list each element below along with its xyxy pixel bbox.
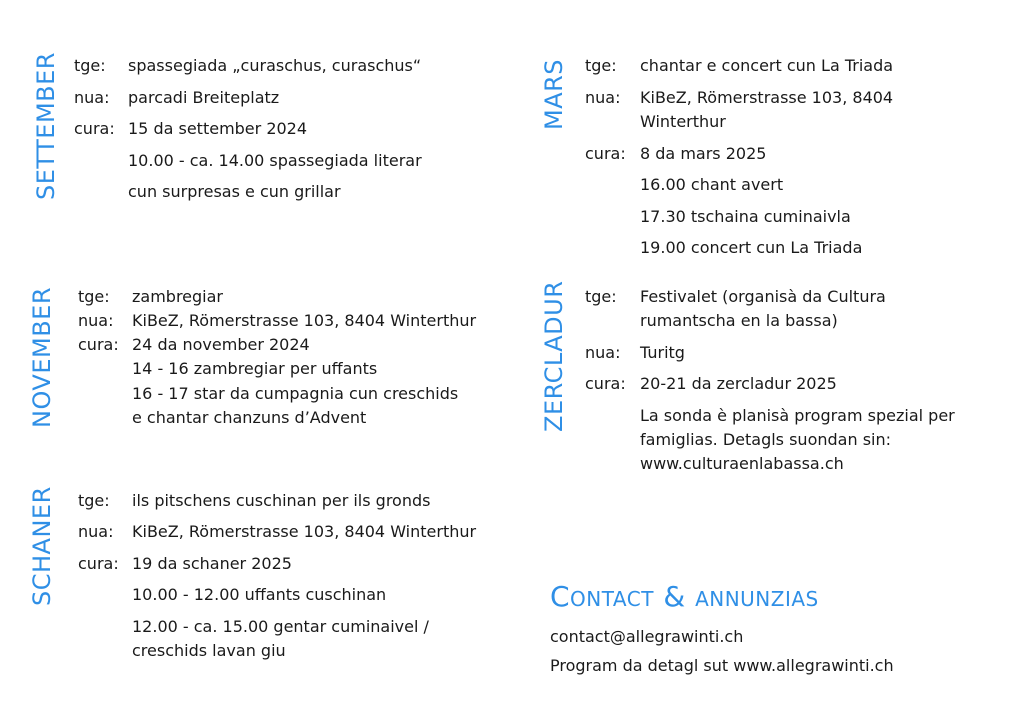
november-time-1: 14 - 16 zambregiar per uffants — [132, 359, 378, 378]
label-cura: cura: — [585, 144, 626, 163]
schaner-time-1: 10.00 - 12.00 uffants cuschinan — [132, 585, 387, 604]
label-tge: tge: — [585, 56, 617, 75]
mars-time-1: 16.00 chant avert — [640, 175, 784, 194]
label-tge: tge: — [78, 287, 110, 306]
mars-time-2: 17.30 tschaina cuminaivla — [640, 207, 851, 226]
settember-where: parcadi Breiteplatz — [128, 88, 280, 107]
november-where: KiBeZ, Römerstrasse 103, 8404 Winterthur — [132, 311, 477, 330]
settember-date: 15 da settember 2024 — [128, 119, 308, 138]
contact-heading: Contact & annunzias — [550, 580, 819, 613]
schaner-date: 19 da schaner 2025 — [132, 554, 292, 573]
month-heading-schaner: SCHANER — [28, 486, 56, 606]
mars-where-2: Winterthur — [640, 112, 726, 131]
settember-time-1: 10.00 - ca. 14.00 spassegiada literar — [128, 151, 422, 170]
mars-what: chantar e concert cun La Triada — [640, 56, 894, 75]
mars-time-3: 19.00 concert cun La Triada — [640, 238, 863, 257]
label-tge: tge: — [78, 491, 110, 510]
label-nua: nua: — [78, 522, 114, 541]
settember-time-2: cun surpresas e cun grillar — [128, 182, 341, 201]
november-date: 24 da november 2024 — [132, 335, 310, 354]
november-time-3: e chantar chanzuns d’Advent — [132, 408, 367, 427]
settember-what: spassegiada „curaschus, curaschus“ — [128, 56, 422, 75]
mars-date: 8 da mars 2025 — [640, 144, 767, 163]
schaner-time-2: 12.00 - ca. 15.00 gentar cuminaivel / — [132, 617, 429, 636]
label-tge: tge: — [74, 56, 106, 75]
schaner-time-3: creschids lavan giu — [132, 641, 286, 660]
month-heading-settember: SETTEMBER — [32, 52, 60, 200]
zercladur-date: 20-21 da zercladur 2025 — [640, 374, 837, 393]
label-cura: cura: — [78, 554, 119, 573]
label-nua: nua: — [74, 88, 110, 107]
zercladur-what-2: rumantscha en la bassa) — [640, 311, 838, 330]
zercladur-what-1: Festivalet (organisà da Cultura — [640, 287, 886, 306]
label-nua: nua: — [585, 88, 621, 107]
schaner-where: KiBeZ, Römerstrasse 103, 8404 Winterthur — [132, 522, 477, 541]
program-info: Program da detagl sut www.allegrawinti.ch — [550, 656, 894, 675]
zercladur-where: Turitg — [640, 343, 685, 362]
contact-email-link[interactable]: contact@allegrawinti.ch — [550, 627, 744, 646]
month-heading-zercladur: ZERCLADUR — [540, 280, 568, 432]
label-cura: cura: — [78, 335, 119, 354]
mars-where-1: KiBeZ, Römerstrasse 103, 8404 — [640, 88, 894, 107]
label-tge: tge: — [585, 287, 617, 306]
label-cura: cura: — [585, 374, 626, 393]
november-time-2: 16 - 17 star da cumpagnia cun creschids — [132, 384, 459, 403]
month-heading-november: NOVEMBER — [28, 286, 56, 428]
zercladur-link[interactable]: www.culturaenlabassa.ch — [640, 454, 844, 473]
month-heading-mars: MARS — [540, 58, 568, 130]
zercladur-info-1: La sonda è planisà program spezial per — [640, 406, 955, 425]
zercladur-info-2: famiglias. Detagls suondan sin: — [640, 430, 891, 449]
november-what: zambregiar — [132, 287, 223, 306]
label-nua: nua: — [585, 343, 621, 362]
label-nua: nua: — [78, 311, 114, 330]
schaner-what: ils pitschens cuschinan per ils gronds — [132, 491, 431, 510]
label-cura: cura: — [74, 119, 115, 138]
